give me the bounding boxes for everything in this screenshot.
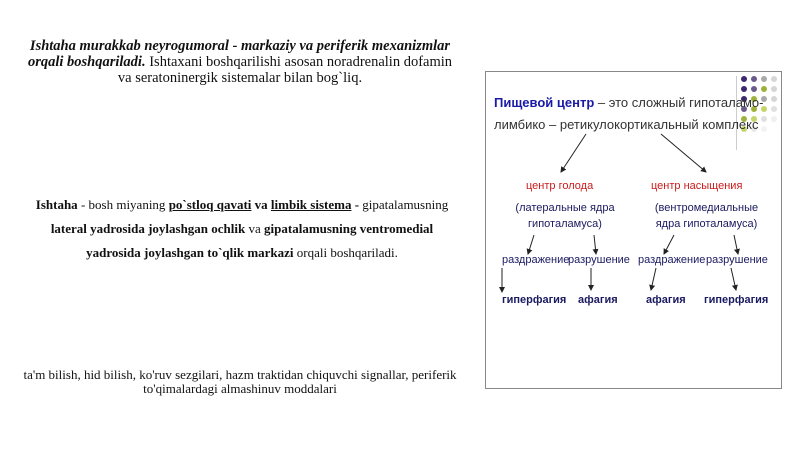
title-bold: Пищевой центр <box>494 95 595 110</box>
hunger-destruction-result: афагия <box>578 294 618 306</box>
regulation-paragraph <box>22 193 462 265</box>
arrow-to-satiety <box>661 134 706 172</box>
intro-rest: Ishtaxani boshqarilishi asosan noradrenalin dofamin va seratoninergik sistemalar bilan bog`liq. <box>117 54 453 86</box>
hunger-destruction: разрушение <box>568 254 630 266</box>
hunger-nuclei-1: (латеральные ядра <box>515 202 615 214</box>
signals-paragraph: ta'm bilish, hid bilish, ko'ruv sezgilari, hazm traktidan chiquvchi signallar, periferik to'qimalardagi almashinuv moddalari <box>23 367 457 396</box>
food-center-diagram <box>485 71 782 389</box>
arrow-to-hunger <box>561 134 586 172</box>
p2-d: va <box>251 197 271 212</box>
p2-g: gipatalamusning <box>362 197 449 212</box>
p2-a: Ishtaha <box>35 197 78 212</box>
p2-f: - <box>351 197 363 212</box>
satiety-center: центр насыщения <box>651 180 743 192</box>
p2-h: lateral yadrosida joylashgan ochlik <box>50 221 246 236</box>
satiety-irritation: раздражение <box>638 254 706 266</box>
hunger-nuclei-2: гипоталамуса) <box>528 218 602 230</box>
hunger-center: центр голода <box>526 180 594 192</box>
satiety-destruction-result: гиперфагия <box>704 294 769 306</box>
hunger-irritation-result: гиперфагия <box>502 294 567 306</box>
hunger-irritation: раздражение <box>502 254 570 266</box>
p2-e: limbik sistema <box>270 197 352 212</box>
title-rest-1: – это сложный гипоталамо- <box>594 95 764 110</box>
satiety-nuclei-1: (вентромедиальные <box>654 202 759 214</box>
satiety-irritation-result: афагия <box>646 294 686 306</box>
p2-c: po`stloq qavati <box>168 197 252 212</box>
satiety-nuclei-2: ядра гипоталамуса) <box>655 218 758 230</box>
title-line-2: лимбико – ретикулокортикальный комплекс <box>494 117 759 132</box>
intro-paragraph <box>20 38 460 86</box>
satiety-destruction: разрушение <box>706 254 768 266</box>
p2-k: orqali boshqariladi. <box>293 245 398 260</box>
p2-j: gipatalamusning ventromedial yadrosida joylashgan to`qlik markazi <box>86 221 434 260</box>
p2-i: va <box>245 221 265 236</box>
intro-bold: Ishtaha murakkab neyrogumoral - markaziy va periferik mexanizmlar orqali boshqariladi. <box>27 38 451 70</box>
diagram-arrows <box>486 72 781 388</box>
p2-b: - bosh miyaning <box>77 197 169 212</box>
